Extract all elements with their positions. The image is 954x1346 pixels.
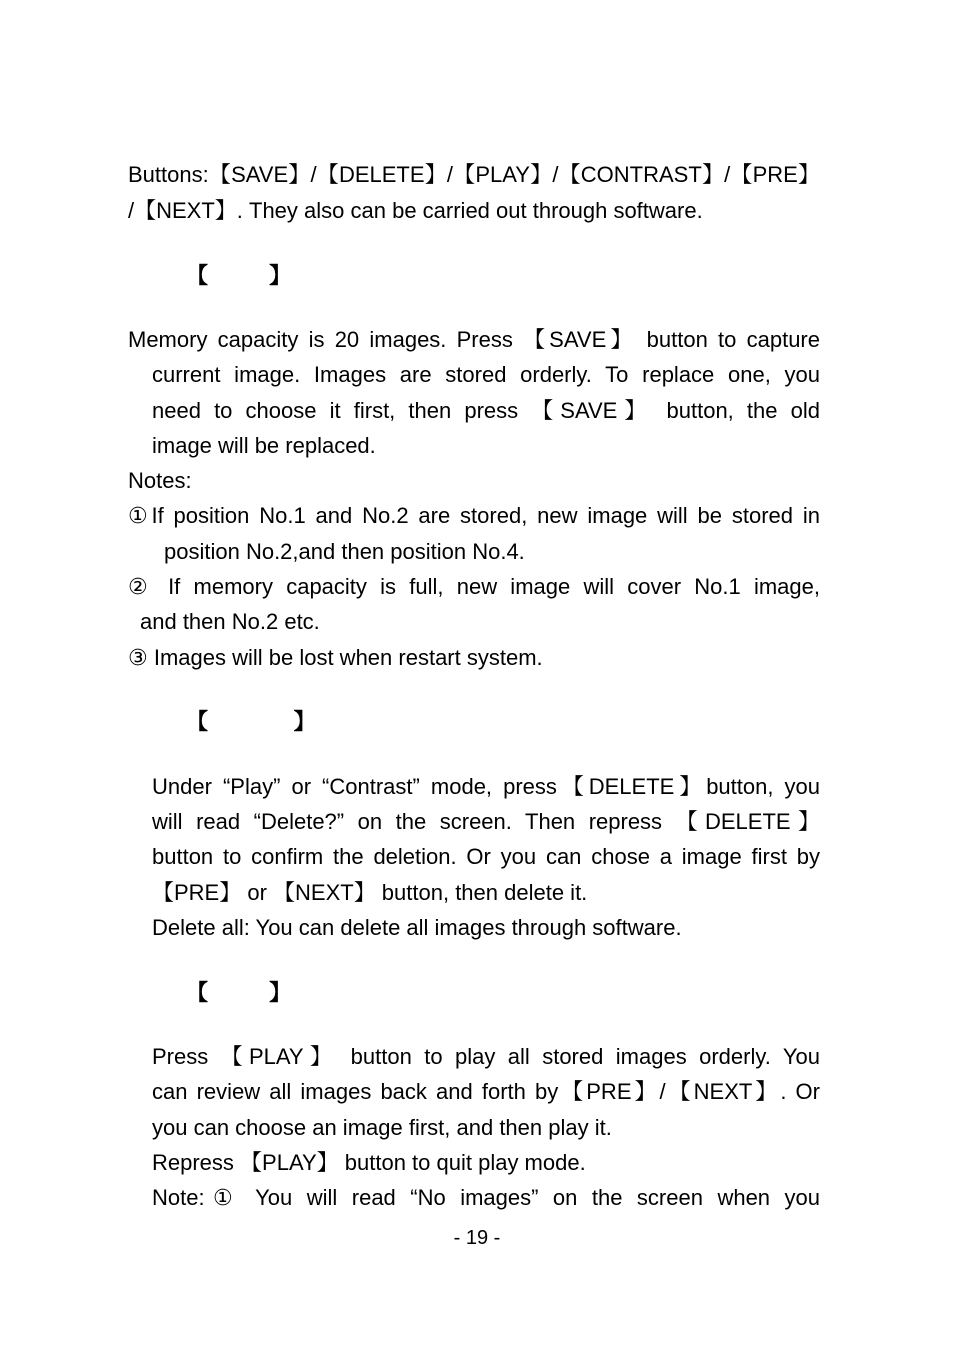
- note-1-line-1: ①If position No.1 and No.2 are stored, new image will be stored in: [128, 503, 820, 528]
- note-3: ③ Images will be lost when restart system.: [128, 645, 543, 670]
- play-note-line-1: Note:① You will read “No images” on the screen when you: [152, 1185, 820, 1210]
- delete-heading: 【 】: [186, 709, 316, 734]
- play-heading: 【 】: [186, 980, 292, 1005]
- note-2-line-2: and then No.2 etc.: [140, 609, 320, 634]
- notes-label: Notes:: [128, 468, 192, 493]
- note-1-line-2: position No.2,and then position No.4.: [164, 539, 525, 564]
- save-paragraph-line-4: image will be replaced.: [152, 433, 376, 458]
- play-repress-text: Repress 【PLAY】 button to quit play mode.: [152, 1150, 586, 1175]
- delete-all-text: Delete all: You can delete all images through software.: [152, 915, 682, 940]
- play-paragraph-line-2: can review all images back and forth by【PRE】/【NEXT】. Or: [152, 1079, 820, 1104]
- save-heading: 【 】: [186, 263, 292, 288]
- delete-paragraph-line-1: Under “Play” or “Contrast” mode, press【DELETE】button, you: [152, 774, 820, 799]
- note-2-line-1: ② If memory capacity is full, new image will cover No.1 image,: [128, 574, 820, 599]
- intro-line-1: Buttons:【SAVE】/【DELETE】/【PLAY】/【CONTRAST】/【PRE】: [128, 162, 820, 187]
- intro-line-2: /【NEXT】. They also can be carried out through software.: [128, 198, 703, 223]
- delete-paragraph-line-4: 【PRE】 or 【NEXT】 button, then delete it.: [152, 880, 588, 905]
- play-paragraph-line-1: Press 【PLAY】 button to play all stored images orderly. You: [152, 1044, 820, 1069]
- delete-paragraph-line-3: button to confirm the deletion. Or you can chose a image first by: [152, 844, 820, 869]
- page-number: - 19 -: [453, 1227, 501, 1249]
- save-paragraph-line-3: need to choose it first, then press 【SAVE】 button, the old: [152, 398, 820, 423]
- play-paragraph-line-3: you can choose an image first, and then play it.: [152, 1115, 612, 1140]
- save-paragraph-line-1: Memory capacity is 20 images. Press 【SAVE】 button to capture: [128, 327, 820, 352]
- save-paragraph-line-2: current image. Images are stored orderly. To replace one, you: [152, 362, 820, 387]
- delete-paragraph-line-2: will read “Delete?” on the screen. Then repress 【DELETE】: [152, 809, 820, 834]
